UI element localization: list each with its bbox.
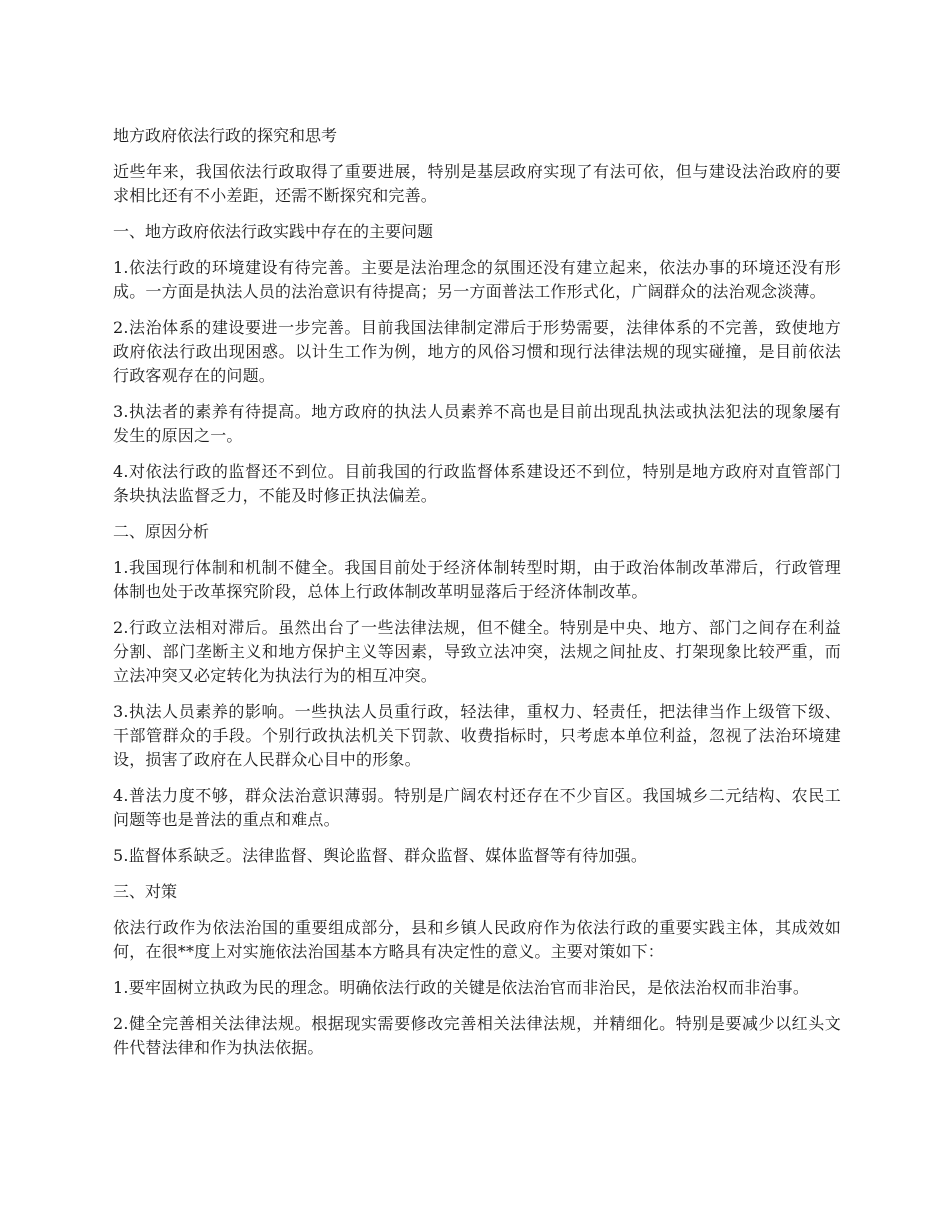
- paragraph: 1.依法行政的环境建设有待完善。主要是法治理念的氛围还没有建立起来，依法办事的环境还没有形成。一方面是执法人员的法治意识有待提高；另一方面普法工作形式化，广阔群众的法治观念淡薄。: [113, 258, 841, 301]
- paragraph: 1.我国现行体制和机制不健全。我国目前处于经济体制转型时期，由于政治体制改革滞后，行政管理体制也处于改革探究阶段，总体上行政体制改革明显落后于经济体制改革。: [113, 558, 841, 601]
- section-causes: [113, 520, 841, 868]
- section-heading: 二、原因分析: [113, 522, 210, 541]
- paragraph: 4.普法力度不够，群众法治意识薄弱。特别是广阔农村还存在不少盲区。我国城乡二元结构、农民工问题等也是普法的重点和难点。: [113, 786, 841, 829]
- section-problems: [113, 220, 841, 508]
- paragraph: 3.执法人员素养的影响。一些执法人员重行政，轻法律，重权力、轻责任，把法律当作上级管下级、干部管群众的手段。个别行政执法机关下罚款、收费指标时，只考虑本单位利益，忽视了法治环境建设，损害了政府在人民群众心目中的形象。: [113, 702, 841, 769]
- paragraph: 2.行政立法相对滞后。虽然出台了一些法律法规，但不健全。特别是中央、地方、部门之间存在利益分割、部门垄断主义和地方保护主义等因素，导致立法冲突，法规之间扯皮、打架现象比较严重，而立法冲突又必定转化为执法行为的相互冲突。: [113, 618, 841, 685]
- paragraph: 1.要牢固树立执政为民的理念。明确依法行政的关键是依法治官而非治民，是依法治权而非治事。: [113, 978, 810, 997]
- intro-paragraph: 近些年来，我国依法行政取得了重要进展，特别是基层政府实现了有法可依，但与建设法治政府的要求相比还有不小差距，还需不断探究和完善。: [113, 162, 841, 205]
- paragraph: 3.执法者的素养有待提高。地方政府的执法人员素养不高也是目前出现乱执法或执法犯法的现象屡有发生的原因之一。: [113, 402, 841, 445]
- paragraph: 2.健全完善相关法律法规。根据现实需要修改完善相关法律法规，并精细化。特别是要减少以红头文件代替法律和作为执法依据。: [113, 1014, 841, 1057]
- document-title: 地方政府依法行政的探究和思考: [113, 126, 338, 145]
- paragraph: 依法行政作为依法治国的重要组成部分，县和乡镇人民政府作为依法行政的重要实践主体，其成效如何，在很**度上对实施依法治国基本方略具有决定性的意义。主要对策如下：: [113, 918, 841, 961]
- paragraph: 5.监督体系缺乏。法律监督、舆论监督、群众监督、媒体监督等有待加强。: [113, 846, 648, 865]
- section-countermeasures: [113, 880, 841, 1060]
- paragraph: 4.对依法行政的监督还不到位。目前我国的行政监督体系建设还不到位，特别是地方政府对直管部门条块执法监督乏力，不能及时修正执法偏差。: [113, 462, 841, 505]
- section-heading: 一、地方政府依法行政实践中存在的主要问题: [113, 222, 434, 241]
- document-page: [113, 124, 841, 1072]
- paragraph: 2.法治体系的建设要进一步完善。目前我国法律制定滞后于形势需要，法律体系的不完善，致使地方政府依法行政出现困惑。以计生工作为例，地方的风俗习惯和现行法律法规的现实碰撞，是目前依法行政客观存在的问题。: [113, 318, 841, 385]
- section-heading: 三、对策: [113, 882, 178, 901]
